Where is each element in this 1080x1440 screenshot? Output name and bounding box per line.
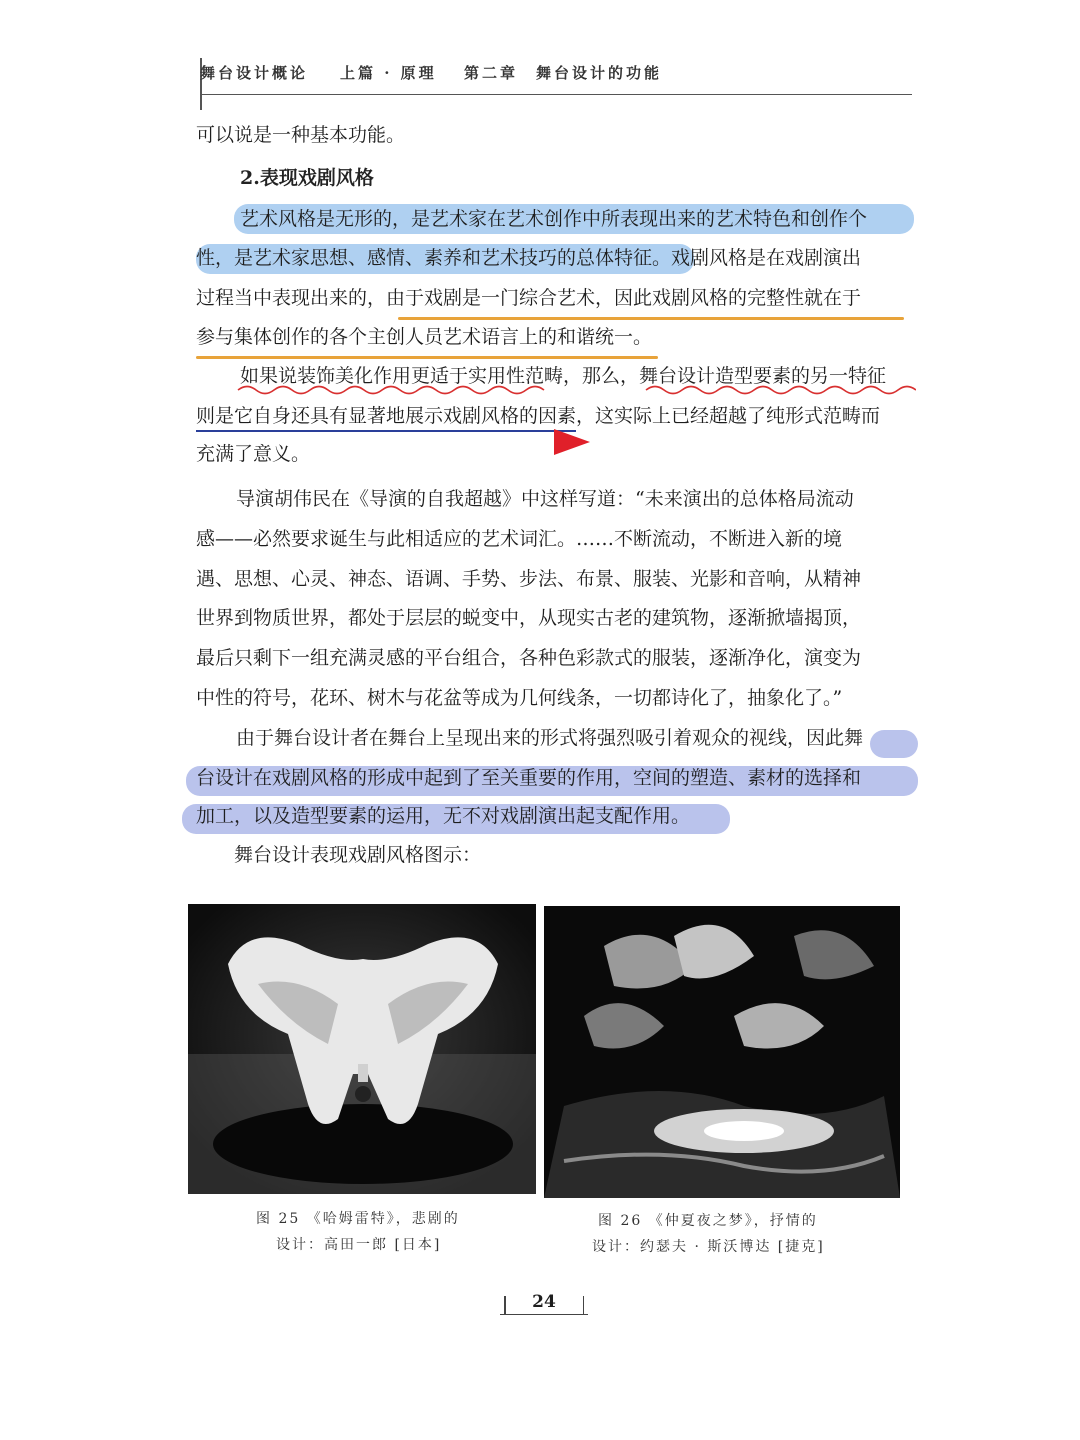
body-line: 充满了意义。 (196, 443, 311, 465)
body-line: 世界到物质世界，都处于层层的蜕变中，从现实古老的建筑物，逐渐掀墙揭顶， (196, 607, 862, 629)
body-line: 最后只剩下一组充满灵感的平台组合，各种色彩款式的服装，逐渐净化，演变为 (196, 647, 862, 669)
section-heading: 2.表现戏剧风格 (240, 167, 374, 189)
header-book-title: 舞台设计概论 (200, 64, 309, 82)
body-line: 由于舞台设计者在舞台上呈现出来的形式将强烈吸引着观众的视线，因此舞 (236, 727, 864, 749)
page-number-box (500, 1290, 588, 1315)
header-divider (200, 84, 202, 110)
body-line: 则是它自身还具有显著地展示戏剧风格的因素，这实际上已经超越了纯形式范畴而 (196, 405, 881, 427)
body-line: 参与集体创作的各个主创人员艺术语言上的和谐统一。 (196, 326, 653, 348)
orange-underline (398, 317, 904, 320)
figure-25-photo (188, 904, 536, 1194)
figure-26-photo (544, 906, 900, 1198)
body-line: 加工，以及造型要素的运用，无不对戏剧演出起支配作用。 (196, 805, 691, 827)
body-line: 台设计在戏剧风格的形成中起到了至关重要的作用，空间的塑造、素材的选择和 (196, 767, 862, 789)
header-part: 上篇 · 原理 (340, 64, 437, 82)
orange-underline (196, 356, 658, 359)
page-number-bracket (583, 1296, 585, 1314)
running-header (200, 58, 912, 95)
figure-26-credit: 设计：约瑟夫 · 斯沃博达 [捷克] (592, 1239, 825, 1255)
arrow-icon (552, 426, 592, 458)
body-line: 导演胡伟民在《导演的自我超越》中这样写道：“未来演出的总体格局流动 (236, 488, 854, 510)
figure-26-caption: 图 26 《仲夏夜之梦》，抒情的 (598, 1213, 818, 1229)
header-chapter-title: 舞台设计的功能 (536, 64, 663, 82)
body-line: 过程当中表现出来的，由于戏剧是一门综合艺术，因此戏剧风格的完整性就在于 (196, 287, 862, 309)
body-line: 性，是艺术家思想、感情、素养和艺术技巧的总体特征。戏剧风格是在戏剧演出 (196, 247, 862, 269)
figure-25-caption: 图 25 《哈姆雷特》，悲剧的 (256, 1211, 460, 1227)
body-line: 舞台设计表现戏剧风格图示： (234, 844, 482, 866)
body-line: 感——必然要求诞生与此相适应的艺术词汇。……不断流动，不断进入新的境 (196, 528, 843, 550)
blue-underline (196, 430, 576, 432)
body-line: 可以说是一种基本功能。 (196, 124, 406, 146)
body-line: 如果说装饰美化作用更适于实用性范畴，那么，舞台设计造型要素的另一特征 (240, 365, 887, 387)
body-line: 中性的符号，花环、树木与花盆等成为几何线条，一切都诗化了，抽象化了。” (196, 687, 843, 709)
body-line: 艺术风格是无形的，是艺术家在艺术创作中所表现出来的艺术特色和创作个 (240, 208, 868, 230)
page-number: 24 (532, 1292, 556, 1312)
purple-highlight (870, 730, 918, 758)
body-line: 遇、思想、心灵、神态、语调、手势、步法、布景、服装、光影和音响，从精神 (196, 568, 862, 590)
figure-25-credit: 设计：高田一郎 [日本] (276, 1237, 442, 1253)
header-chapter-number: 第二章 (464, 64, 519, 82)
